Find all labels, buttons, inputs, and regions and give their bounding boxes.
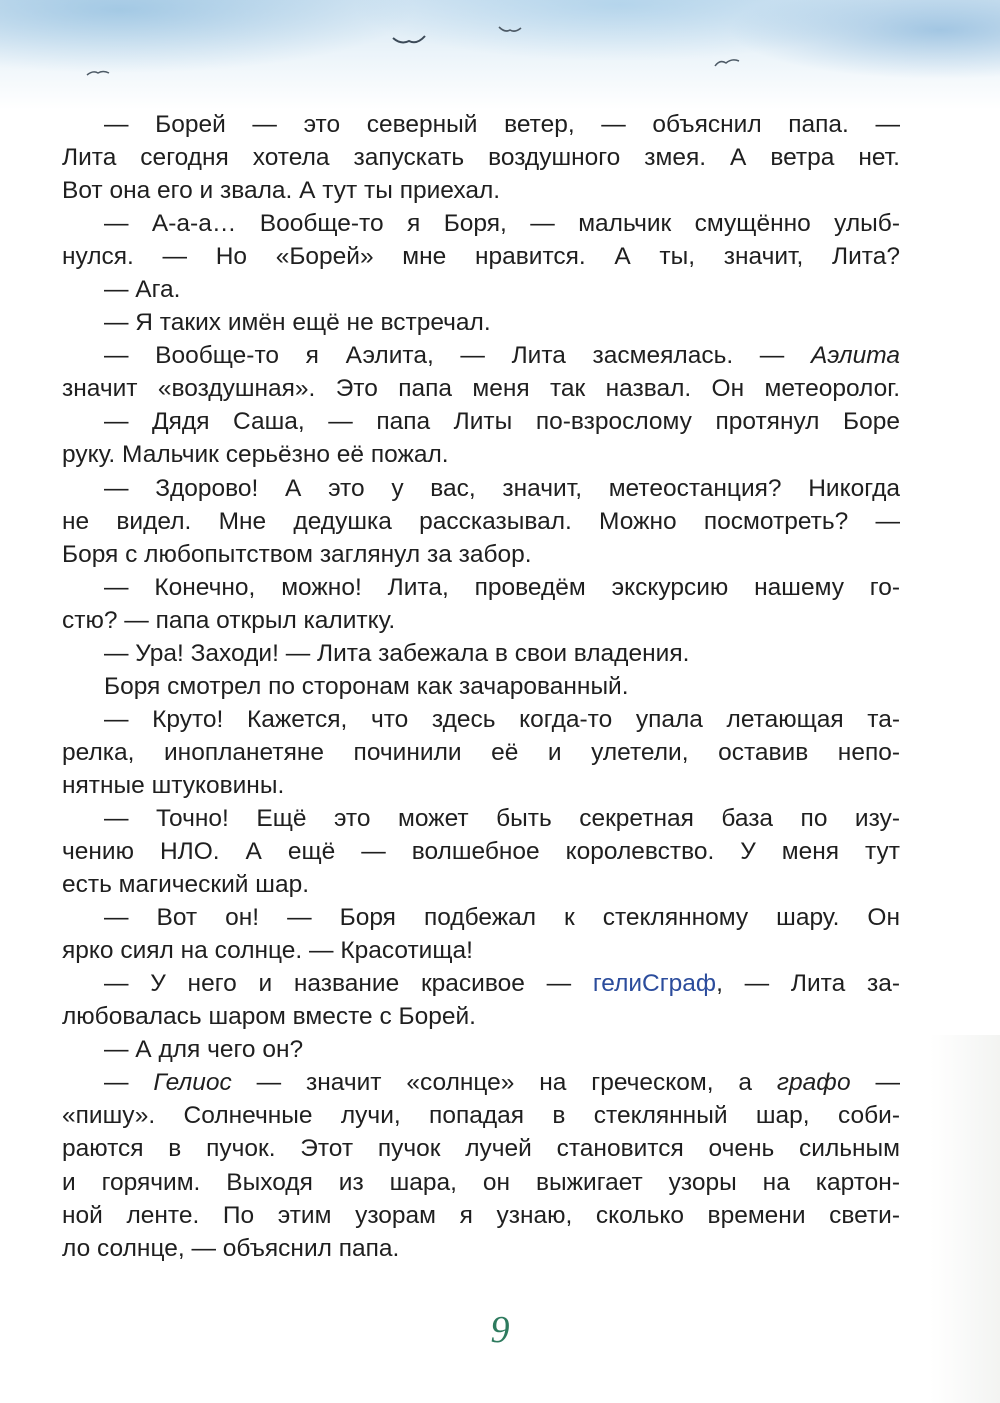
text-line: — Вот он! — Боря подбежал к стеклянному шару. Он	[104, 904, 900, 932]
term-word: гелиСграф	[592, 970, 717, 998]
story-text	[62, 108, 900, 1265]
seagull-icon	[392, 34, 426, 48]
text-line: — Здорово! А это у вас, значит, метеостанция? Никогда	[104, 474, 900, 502]
text-line: любовалась шаром вместе с Борей.	[62, 1003, 476, 1031]
text-line: раются в пучок. Этот пучок лучей становится очень сильным	[62, 1135, 900, 1163]
text-line	[62, 339, 900, 372]
sky-header-illustration	[0, 0, 1000, 110]
seagull-icon	[714, 56, 740, 68]
text-fragment: — значит «солнце» на греческом, а	[256, 1069, 753, 1097]
text-line: — Круто! Кажется, что здесь когда-то упала летающая та-	[104, 705, 900, 733]
text-fragment: — Вообще-то я Аэлита, — Лита засмеялась. —	[104, 342, 785, 370]
text-line: нятные штуковины.	[62, 771, 285, 799]
text-line: не видел. Мне дедушка рассказывал. Можно посмотреть? —	[62, 507, 900, 535]
text-line: стю? — папа открыл калитку.	[62, 606, 396, 634]
text-line: — Я таких имён ещё не встречал.	[104, 309, 491, 337]
text-line: значит «воздушная». Это папа меня так назвал. Он метеоролог.	[62, 375, 900, 403]
text-fragment	[777, 1069, 900, 1096]
text-line: ной ленте. По этим узорам я узнаю, сколько времени свети-	[62, 1201, 900, 1229]
seagull-icon	[86, 68, 110, 78]
text-line: нулся. — Но «Борей» мне нравится. А ты, значит, Лита?	[62, 243, 900, 271]
text-line: ло солнце, — объяснил папа.	[62, 1234, 400, 1262]
term-heliograph	[593, 970, 900, 997]
text-line: — Ага.	[104, 276, 181, 304]
seagull-icon	[498, 24, 522, 36]
text-fragment	[104, 1069, 232, 1096]
italic-term: Гелиос	[153, 1069, 232, 1097]
text-line: руку. Мальчик серьёзно её пожал.	[62, 441, 449, 469]
italic-term: графо	[776, 1069, 851, 1097]
text-line	[62, 1066, 900, 1099]
text-line: — Дядя Саша, — папа Литы по-взрослому протянул Боре	[104, 408, 900, 436]
dash-mark: —	[875, 1069, 900, 1097]
text-line: — Конечно, можно! Лита, проведём экскурсию нашему го-	[104, 573, 900, 601]
text-line: Боря с любопытством заглянул за забор.	[62, 540, 532, 568]
text-line: и горячим. Выходя из шара, он выжигает узоры на картон-	[62, 1168, 900, 1196]
italic-term: Аэлита	[810, 342, 901, 370]
text-line: релка, инопланетяне починили её и улетели, оставив непо-	[62, 738, 900, 766]
text-line	[62, 967, 900, 1000]
dash-mark: —	[104, 1069, 129, 1097]
text-line: — А для чего он?	[104, 1036, 304, 1064]
text-line: есть магический шар.	[62, 871, 310, 899]
page-number: 9	[490, 1309, 510, 1351]
text-fragment: — У него и название красивое —	[104, 970, 572, 998]
text-line: Боря смотрел по сторонам как зачарованный.	[104, 672, 629, 700]
text-line: — Ура! Заходи! — Лита забежала в свои владения.	[104, 639, 690, 667]
text-line: Вот она его и звала. А тут ты приехал.	[62, 177, 501, 205]
text-line: — А-а-а… Вообще-то я Боря, — мальчик смущённо улыб-	[104, 210, 900, 238]
text-fragment: , — Лита за-	[716, 970, 900, 998]
text-line: — Точно! Ещё это может быть секретная база по изу-	[104, 804, 900, 832]
text-line: — Борей — это северный ветер, — объяснил папа. —	[104, 111, 900, 138]
text-line: ярко сиял на солнце. — Красотища!	[62, 937, 473, 965]
text-line: чению НЛО. А ещё — волшебное королевство. У меня тут	[62, 838, 900, 866]
text-line: «пишу». Солнечные лучи, попадая в стеклянный шар, соби-	[62, 1102, 900, 1130]
text-line: Лита сегодня хотела запускать воздушного змея. А ветра нет.	[62, 144, 900, 172]
